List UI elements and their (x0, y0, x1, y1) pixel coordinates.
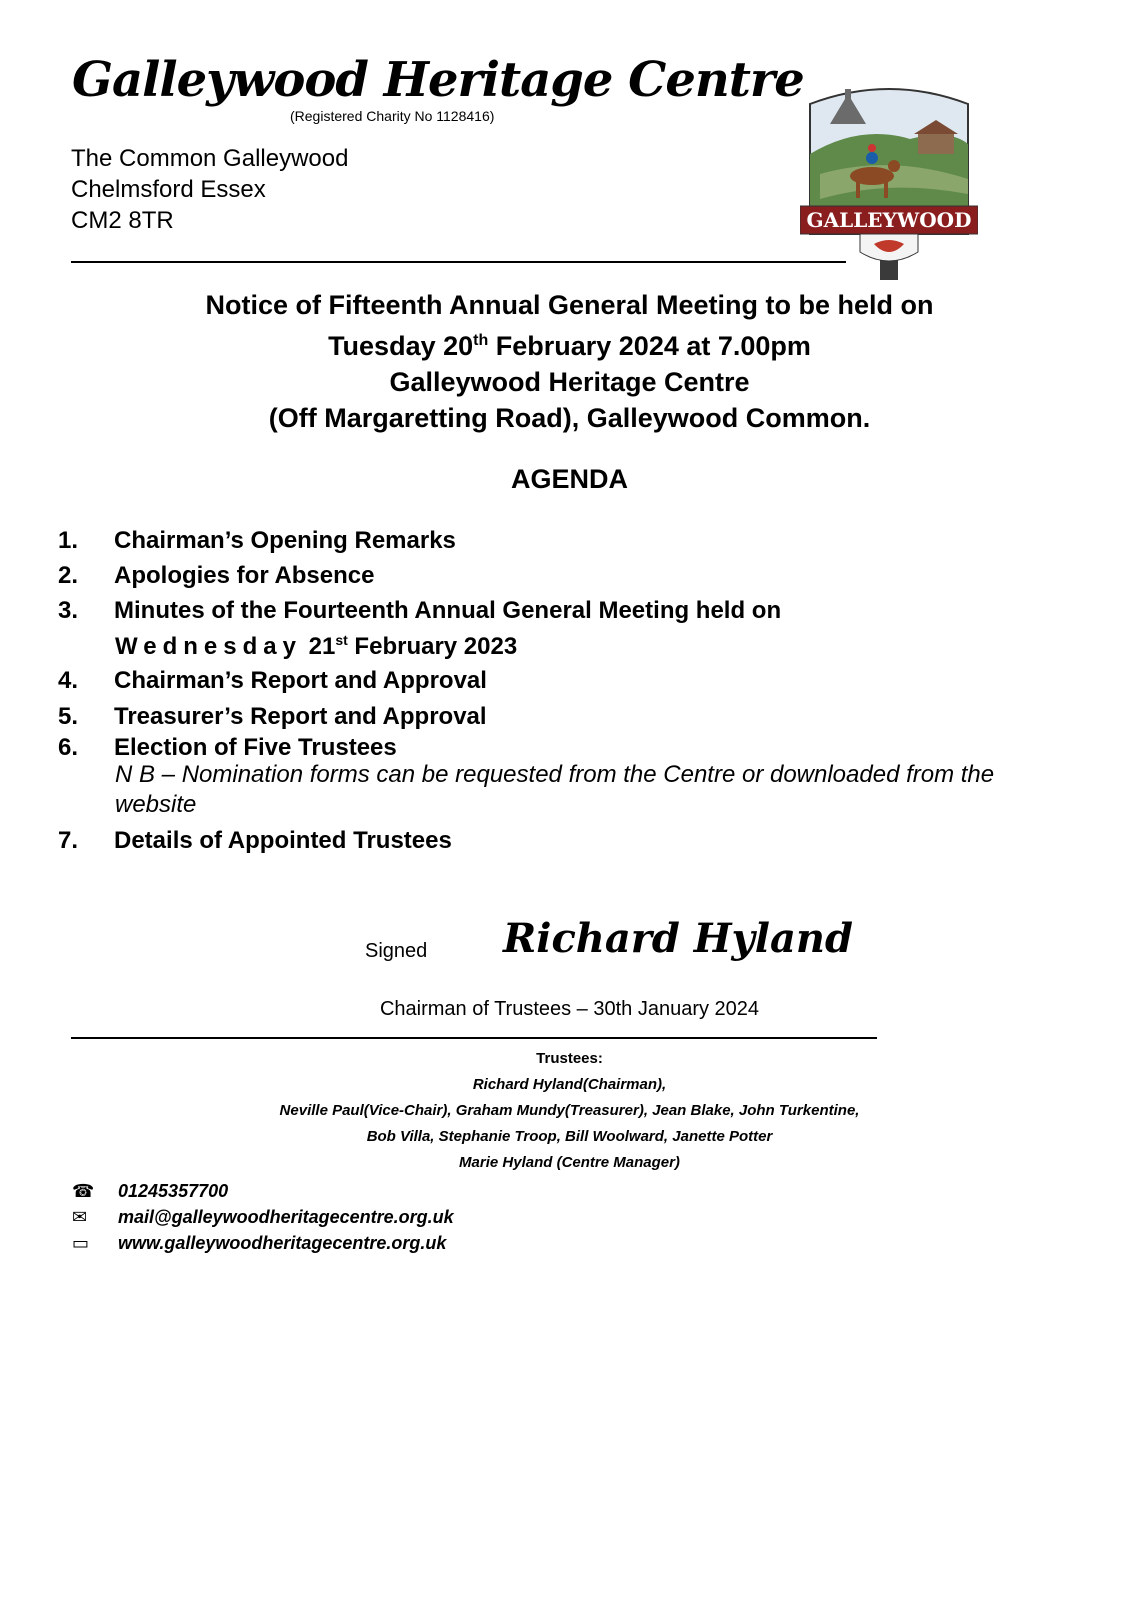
notice-line: Notice of Fifteenth Annual General Meeting to be held on (205, 290, 934, 320)
contact-phone (72, 1181, 228, 1202)
meeting-notice (0, 287, 1139, 436)
trustees-heading: Trustees: (536, 1050, 603, 1067)
address-line: Chelmsford Essex (71, 176, 266, 203)
agenda-heading: AGENDA (510, 464, 628, 494)
email-address[interactable]: mail@galleywoodheritagecentre.org.uk (118, 1207, 454, 1227)
notice-line: Galleywood Heritage Centre (389, 367, 750, 397)
village-sign-logo (800, 84, 978, 280)
agenda-item: 7. Details of Appointed Trustees (58, 827, 452, 854)
centre-title: Galleywood Heritage Centre (72, 52, 804, 108)
phone-number: 01245357700 (118, 1181, 229, 1201)
notice-line: (Off Margaretting Road), Galleywood Common. (268, 403, 871, 433)
agenda-item: 4. Chairman’s Report and Approval (58, 667, 487, 694)
address-line: The Common Galleywood (71, 145, 349, 172)
contact-email (72, 1207, 454, 1228)
agenda-item: 3. Minutes of the Fourteenth Annual General Meeting held on (58, 597, 782, 624)
footer-divider (71, 1037, 877, 1039)
signature: Richard Hyland (503, 915, 853, 962)
computer-icon: ▭ (72, 1233, 90, 1253)
notice-date-line: Tuesday 20th February 2024 at 7.00pm (328, 331, 811, 361)
trustees-line: Neville Paul(Vice-Chair), Graham Mundy(Treasurer), Jean Blake, John Turkentine, (279, 1102, 860, 1119)
address-block (71, 143, 348, 236)
nomination-note: N B – Nomination forms can be requested from the Centre or downloaded from the website (115, 761, 995, 818)
phone-icon: ☎ (72, 1181, 95, 1201)
agenda-item: 5. Treasurer’s Report and Approval (58, 703, 487, 730)
address-line: CM2 8TR (71, 207, 174, 234)
website-link[interactable]: www.galleywoodheritagecentre.org.uk (118, 1233, 447, 1253)
trustees-line: Richard Hyland(Chairman), (472, 1076, 667, 1093)
trustees-line: Bob Villa, Stephanie Troop, Bill Woolward, Janette Potter (366, 1128, 773, 1145)
logo-sign-text: GALLEYWOOD (806, 208, 972, 232)
trustees-list (0, 1046, 1139, 1176)
trustees-line: Marie Hyland (Centre Manager) (459, 1154, 680, 1171)
agenda-item: 1. Chairman’s Opening Remarks (58, 527, 456, 554)
agenda-item: 6. Election of Five Trustees (58, 734, 397, 761)
signed-label: Signed (365, 940, 428, 962)
contact-website (72, 1233, 446, 1254)
agenda-item: 2. Apologies for Absence (58, 562, 375, 589)
envelope-icon: ✉ (72, 1207, 88, 1227)
chairman-date-line: Chairman of Trustees – 30th January 2024 (379, 998, 760, 1020)
agenda-item-3-date: Wednesday 21st February 2023 (115, 632, 518, 660)
charity-number: (Registered Charity No 1128416) (290, 108, 495, 124)
header-divider (71, 261, 846, 263)
